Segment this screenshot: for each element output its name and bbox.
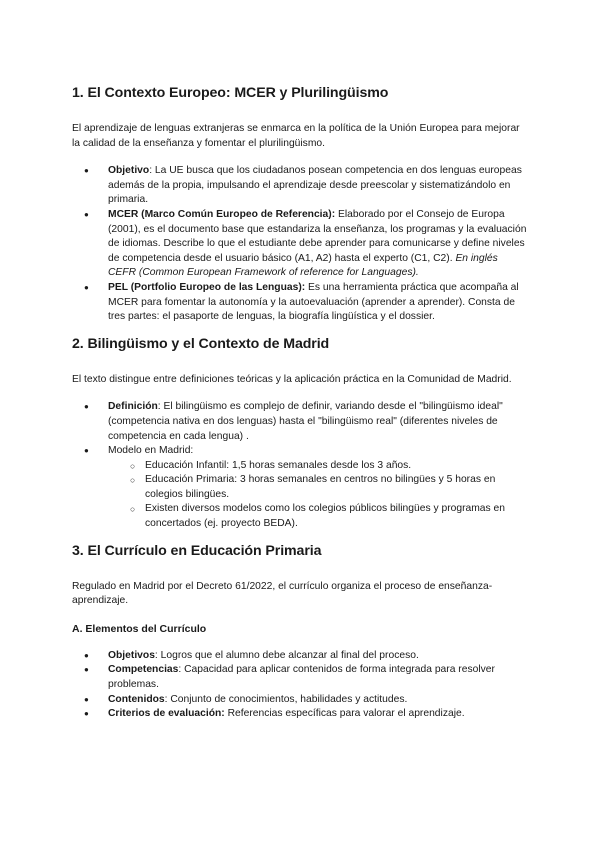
sub-list-item: ○ Educación Infantil: 1,5 horas semanales desde los 3 años. (72, 459, 528, 474)
list-item (72, 400, 528, 444)
item-text: : Logros que el alumno debe alcanzar al final del proceso. (154, 649, 419, 661)
list-item (72, 444, 528, 532)
section-1-intro: El aprendizaje de lenguas extranjeras se enmarca en la política de la Unión Europea para mejorar la calidad de la enseñanza y fomentar el plurilingüismo. (72, 123, 520, 149)
item-text: : Capacidad para aplicar contenidos de forma integrada para resolver problemas. (108, 664, 495, 691)
list-item (72, 663, 528, 692)
section-3-subtitle: A. Elementos del Currículo (72, 622, 207, 635)
term: Contenidos (108, 693, 165, 705)
section-3-list (72, 649, 528, 722)
item-text: : El bilingüismo es complejo de definir, variando desde el "bilingüismo ideal" (competencia nativa en dos lenguas) hasta el "bilingüismo real" (diferentes niveles de competencia en cada lengua) . (108, 401, 503, 442)
item-text: : La UE busca que los ciudadanos posean competencia en dos lenguas europeas además de la propia, impulsando el aprendizaje desde preescolar y sistematizándolo en primaria. (108, 165, 522, 206)
list-item (72, 208, 528, 281)
list-item (72, 649, 528, 664)
item-text: Es una herramienta práctica que acompaña al MCER para fomentar la autonomía y la autoevaluación (aprender a aprender). Consta de tres partes: el pasaporte de lenguas, la biografía lingüística y el dossier. (108, 281, 519, 323)
term: Criterios de evaluación: (108, 708, 225, 720)
item-italic-note: En inglés CEFR (Common European Framework of reference for Languages). (108, 252, 498, 279)
list-item (72, 707, 528, 722)
madrid-sublist (108, 459, 528, 532)
list-item (72, 164, 528, 208)
list-item (72, 281, 528, 325)
section-1-title: 1. El Contexto Europeo: MCER y Plurilingüismo (72, 85, 389, 101)
term: Objetivo (108, 165, 150, 177)
sub-list-item: ○ Educación Primaria: 3 horas semanales en centros no bilingües y 5 horas en colegios bilingües. (72, 473, 528, 502)
item-text: Modelo en Madrid: (108, 445, 194, 457)
section-1-list (72, 164, 528, 325)
document-page (72, 84, 528, 722)
term: Competencias (108, 664, 179, 676)
term: MCER (Marco Común Europeo de Referencia): (108, 208, 336, 220)
section-3-title: 3. El Currículo en Educación Primaria (72, 542, 322, 559)
section-2-intro: El texto distingue entre definiciones teóricas y la aplicación práctica en la Comunidad de Madrid. (72, 373, 512, 385)
sub-list-item: ○ Existen diversos modelos como los colegios públicos bilingües y programas en concertados (ej. proyecto BEDA). (72, 502, 528, 531)
list-item (72, 693, 528, 708)
section-3-intro: Regulado en Madrid por el Decreto 61/2022, el currículo organiza el proceso de enseñanza-aprendizaje. (72, 580, 493, 607)
term: Definición (108, 401, 158, 413)
item-text: Elaborado por el Consejo de Europa (2001), es el documento base que estandariza la enseñanza, los programas y la evaluación de idiomas. Describe lo que el estudiante debe aprender para comunicarse y define niveles de competencia desde el usuario básico (A1, A2) hasta el experto (C1, C2). (108, 208, 527, 264)
item-text: Referencias específicas para valorar el aprendizaje. (224, 708, 465, 720)
section-2-list (72, 400, 528, 531)
term: PEL (Portfolio Europeo de las Lenguas): (108, 281, 306, 293)
item-text: : Conjunto de conocimientos, habilidades y actitudes. (164, 693, 408, 705)
section-2-title: 2. Bilingüismo y el Contexto de Madrid (72, 335, 330, 352)
term: Objetivos (108, 649, 155, 661)
